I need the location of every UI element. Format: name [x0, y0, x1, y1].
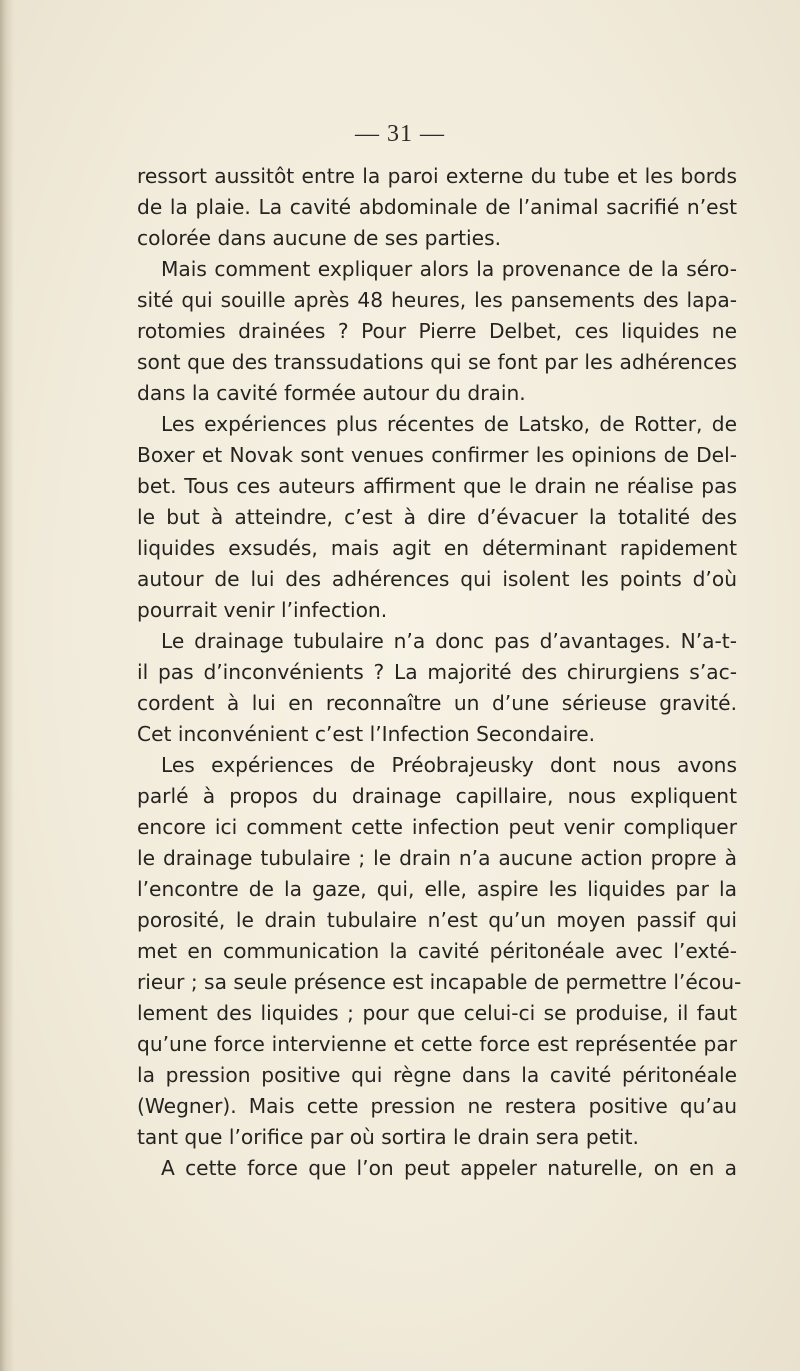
text-line: porosité, le drain tubulaire n’est qu’un moyen passif qui [137, 908, 737, 932]
text-line: liquides exsudés, mais agit en déterminant rapidement [137, 536, 737, 560]
text-line: Boxer et Novak sont venues confirmer les opinions de Del- [137, 443, 737, 467]
text-line: A cette force que l’on peut appeler naturelle, on en a [161, 1156, 737, 1180]
text-line: sont que des transsudations qui se font par les adhérences [137, 350, 737, 374]
text-line: autour de lui des adhérences qui isolent les points d’où [137, 567, 737, 591]
text-line: tant que l’orifice par où sortira le drain sera petit. [137, 1125, 639, 1149]
text-line: parlé à propos du drainage capillaire, nous expliquent [137, 784, 737, 808]
page-number: — 31 — [355, 121, 445, 147]
text-line: Le drainage tubulaire n’a donc pas d’avantages. N’a-t- [161, 629, 737, 653]
page-binding-edge [0, 0, 14, 1371]
text-line: met en communication la cavité péritonéale avec l’exté- [137, 939, 737, 963]
text-line: ressort aussitôt entre la paroi externe du tube et les bords [137, 164, 737, 188]
text-line: (Wegner). Mais cette pression ne restera positive qu’au [137, 1094, 737, 1118]
text-line: encore ici comment cette infection peut venir compliquer [137, 815, 737, 839]
text-line: qu’une force intervienne et cette force est représentée par [137, 1032, 737, 1056]
text-line: pourrait venir l’infection. [137, 598, 388, 622]
body-text [137, 161, 742, 1184]
text-line: colorée dans aucune de ses parties. [137, 226, 502, 250]
text-line: Les expériences plus récentes de Latsko, de Rotter, de [161, 412, 737, 436]
text-line: rieur ; sa seule présence est incapable de permettre l’écou- [137, 970, 742, 994]
text-line: sité qui souille après 48 heures, les pansements des lapa- [137, 288, 737, 312]
text-line: la pression positive qui règne dans la cavité péritonéale [137, 1063, 737, 1087]
text-line: lement des liquides ; pour que celui-ci se produise, il faut [137, 1001, 737, 1025]
text-line: le but à atteindre, c’est à dire d’évacuer la totalité des [137, 505, 737, 529]
text-line: rotomies drainées ? Pour Pierre Delbet, ces liquides ne [137, 319, 737, 343]
text-line: dans la cavité formée autour du drain. [137, 381, 526, 405]
text-line: il pas d’inconvénients ? La majorité des chirurgiens s’ac- [137, 660, 737, 684]
text-line: le drainage tubulaire ; le drain n’a aucune action propre à [137, 846, 737, 870]
text-line: l’encontre de la gaze, qui, elle, aspire les liquides par la [137, 877, 737, 901]
text-line: Cet inconvénient c’est l’Infection Secondaire. [137, 722, 596, 746]
text-line: cordent à lui en reconnaître un d’une sérieuse gravité. [137, 691, 737, 715]
text-line: de la plaie. La cavité abdominale de l’animal sacrifié n’est [137, 195, 737, 219]
text-line: Mais comment expliquer alors la provenance de la séro- [161, 257, 737, 281]
text-line: bet. Tous ces auteurs affirment que le drain ne réalise pas [137, 474, 737, 498]
text-line: Les expériences de Préobrajeusky dont nous avons [161, 753, 737, 777]
